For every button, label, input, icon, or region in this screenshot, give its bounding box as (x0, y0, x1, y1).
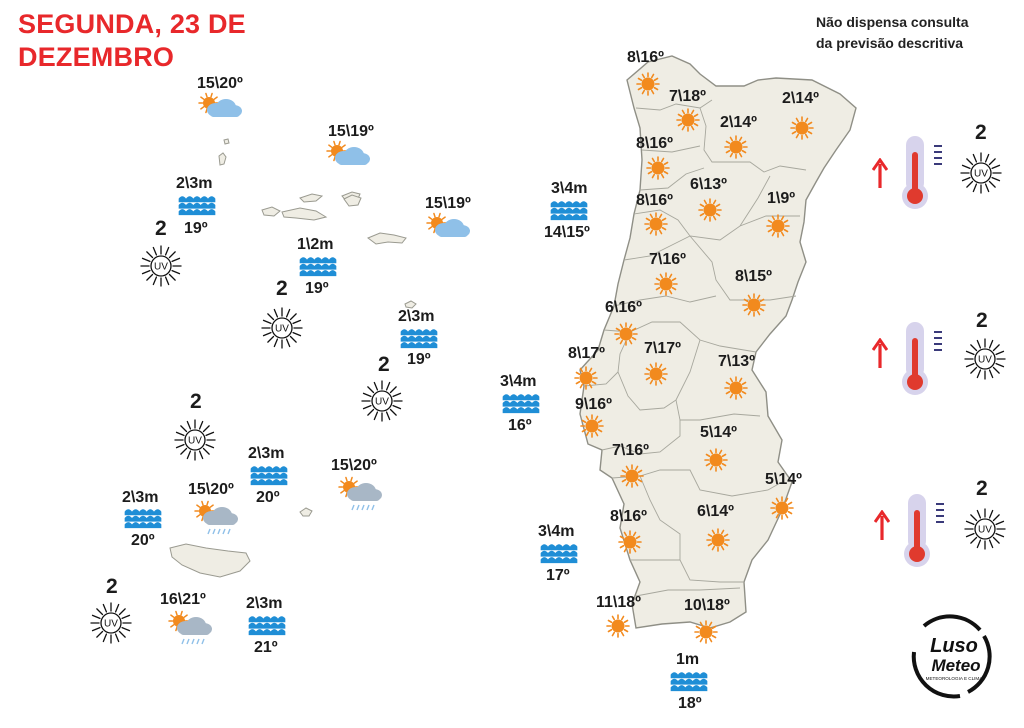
sun-cloud-rain-icon (336, 476, 382, 512)
city-temp: 10\18º (684, 597, 730, 614)
island-faial-pico (262, 207, 326, 220)
svg-text:UV: UV (154, 261, 168, 273)
city-temp: 11\18º (596, 594, 641, 611)
trend-up-arrow-icon (872, 158, 888, 190)
svg-text:UV: UV (978, 524, 992, 536)
wave-height: 2\3m (122, 489, 159, 506)
city-temp: 6\14º (697, 503, 734, 520)
sun-icon (724, 135, 748, 159)
uv-index: 2 (975, 121, 987, 144)
wave-height: 3\4m (500, 373, 537, 390)
sun-icon (766, 214, 790, 238)
trend-up-arrow-icon (874, 510, 890, 542)
sun-icon (636, 72, 660, 96)
city-temp: 8\15º (735, 268, 772, 285)
city-temp: 7\13º (718, 353, 755, 370)
sun-icon (742, 293, 766, 317)
sun-icon (606, 614, 630, 638)
thermometer-icon (900, 134, 948, 210)
city-temp: 6\16º (605, 299, 642, 316)
city-temp: 8\16º (636, 135, 673, 152)
uv-sun-icon (962, 506, 1008, 552)
wave-height: 2\3m (176, 175, 213, 192)
city-temp: 2\14º (720, 114, 757, 131)
sun-icon (580, 414, 604, 438)
wave-height: 2\3m (246, 595, 283, 612)
sea-temp: 20º (131, 532, 155, 549)
sun-icon (618, 530, 642, 554)
wave-icon (400, 327, 438, 349)
sea-temp: 20º (256, 489, 280, 506)
sun-icon (790, 116, 814, 140)
thermometer-icon (902, 492, 950, 568)
uv-sun-icon (138, 243, 184, 289)
city-temp: 9\16º (575, 396, 612, 413)
forecast-date (18, 8, 246, 74)
wave-height: 2\3m (398, 308, 435, 325)
wave-height: 2\3m (248, 445, 285, 462)
uv-index: 2 (276, 277, 288, 300)
logo-tagline: METEOROLOGIA E CLIMA (925, 676, 983, 681)
island-porto-santo (300, 508, 312, 516)
uv-index: 2 (106, 575, 118, 598)
sun-icon (770, 496, 794, 520)
wave-icon (502, 392, 540, 414)
city-temp: 8\17º (568, 345, 605, 362)
thermometer-icon (900, 320, 948, 396)
azores-city-temp: 15\20º (197, 75, 243, 92)
island-santa-maria (405, 301, 416, 308)
sun-icon (676, 108, 700, 132)
wave-height: 3\4m (551, 180, 588, 197)
city-temp: 7\16º (612, 442, 649, 459)
logo-line-2: Meteo (931, 656, 981, 675)
uv-index: 2 (976, 477, 988, 500)
trend-up-arrow-icon (872, 338, 888, 370)
wave-icon (178, 194, 216, 216)
sun-icon (706, 528, 730, 552)
sea-temp: 19º (184, 220, 208, 237)
azores-city-temp: 15\19º (425, 195, 471, 212)
svg-text:UV: UV (188, 435, 202, 447)
sun-icon (646, 156, 670, 180)
uv-index: 2 (155, 217, 167, 240)
madeira-city-temp: 15\20º (331, 457, 377, 474)
sun-cloud-icon (424, 212, 470, 242)
svg-text:UV: UV (375, 396, 389, 408)
logo-mark (908, 612, 996, 700)
wave-height: 1\2m (297, 236, 334, 253)
wave-height: 1m (676, 651, 700, 668)
lusometeo-logo (908, 612, 996, 700)
uv-index: 2 (976, 309, 988, 332)
sun-icon (704, 448, 728, 472)
sun-icon (654, 272, 678, 296)
sun-cloud-icon (324, 140, 370, 170)
note-line-2: da previsão descritiva (816, 35, 964, 51)
sun-cloud-rain-icon (192, 500, 238, 536)
uv-index: 2 (190, 390, 202, 413)
city-temp: 6\13º (690, 176, 727, 193)
wave-icon (248, 614, 286, 636)
uv-sun-icon (962, 336, 1008, 382)
city-temp: 8\16º (627, 49, 664, 66)
wave-icon (540, 542, 578, 564)
sea-temp: 16º (508, 417, 532, 434)
wave-icon (299, 255, 337, 277)
uv-sun-icon (172, 417, 218, 463)
svg-text:UV: UV (978, 354, 992, 366)
svg-text:UV: UV (974, 168, 988, 180)
note-line-1: Não dispensa consulta (816, 14, 969, 30)
madeira-city-temp: 16\21º (160, 591, 206, 608)
city-temp: 7\17º (644, 340, 681, 357)
sun-cloud-icon (196, 92, 242, 122)
island-madeira (170, 544, 250, 577)
sun-icon (614, 322, 638, 346)
uv-sun-icon (958, 150, 1004, 196)
sun-icon (724, 376, 748, 400)
city-temp: 8\16º (636, 192, 673, 209)
sea-temp: 21º (254, 639, 278, 656)
city-temp: 7\16º (649, 251, 686, 268)
wave-icon (670, 670, 708, 692)
svg-text:UV: UV (275, 323, 289, 335)
madeira-city-temp: 15\20º (188, 481, 234, 498)
island-sao-miguel (368, 233, 406, 244)
date-line-1: SEGUNDA, 23 DE (18, 9, 246, 39)
sun-icon (644, 212, 668, 236)
sun-icon (620, 464, 644, 488)
disclaimer-note (816, 12, 1006, 54)
sun-cloud-rain-icon (166, 610, 212, 646)
sun-icon (644, 362, 668, 386)
logo-line-1: Luso (930, 635, 978, 657)
sea-temp: 19º (407, 351, 431, 368)
sun-icon (694, 620, 718, 644)
sea-temp: 14\15º (544, 224, 590, 241)
sea-temp: 18º (678, 695, 702, 712)
sun-icon (698, 198, 722, 222)
wave-icon (250, 464, 288, 486)
city-temp: 2\14º (782, 90, 819, 107)
uv-index: 2 (378, 353, 390, 376)
uv-sun-icon (88, 600, 134, 646)
wave-icon (550, 199, 588, 221)
city-temp: 5\14º (765, 471, 802, 488)
city-temp: 7\18º (669, 88, 706, 105)
city-temp: 5\14º (700, 424, 737, 441)
svg-text:UV: UV (104, 618, 118, 630)
wave-height: 3\4m (538, 523, 575, 540)
wave-icon (124, 507, 162, 529)
uv-sun-icon (359, 378, 405, 424)
city-temp: 8\16º (610, 508, 647, 525)
sea-temp: 19º (305, 280, 329, 297)
uv-sun-icon (259, 305, 305, 351)
city-temp: 1\9º (767, 190, 796, 207)
date-line-2: DEZEMBRO (18, 42, 175, 72)
sun-icon (574, 366, 598, 390)
island-corvo-flores (219, 139, 229, 165)
azores-city-temp: 15\19º (328, 123, 374, 140)
sea-temp: 17º (546, 567, 570, 584)
